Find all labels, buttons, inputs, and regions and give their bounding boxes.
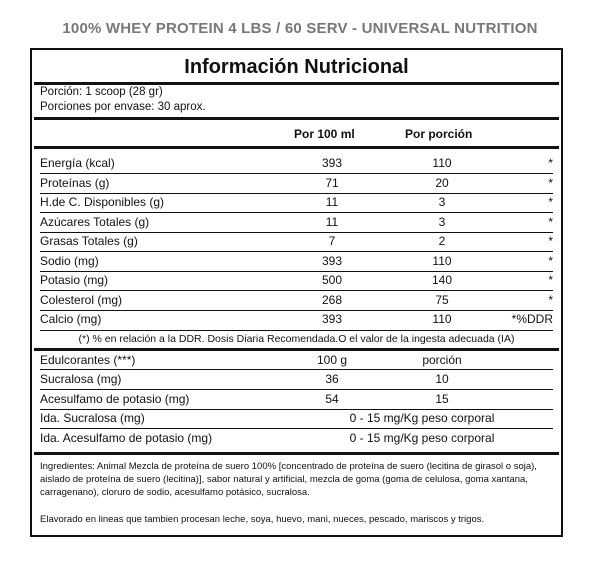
sweeteners-divider <box>34 348 559 351</box>
nutrient-serving: 3 <box>438 195 446 209</box>
nutrient-per100: 11 <box>325 214 339 229</box>
nutrient-name: Potasio (mg) <box>40 273 109 287</box>
ingredients-divider <box>34 452 559 455</box>
column-header-per-100: Por 100 ml <box>294 127 355 141</box>
column-header-per-serving: Por porción <box>405 127 473 141</box>
nutrient-name: Azúcares Totales (g) <box>40 214 150 229</box>
allergen-note: Elavorado en lineas que tambien procesan leche, soya, huevo, mani, nueces, pescado, mariscos y trigos. <box>40 514 485 525</box>
nutrition-facts-panel <box>30 48 563 537</box>
row-rule <box>40 251 553 252</box>
intake-value: 0 - 15 mg/Kg peso corporal <box>349 430 495 445</box>
nutrient-name: H.de C. Disponibles (g) <box>40 195 165 209</box>
nutrient-per100: 393 <box>321 156 343 170</box>
ddr-note-top-rule <box>40 330 553 331</box>
nutrient-per100: 393 <box>321 312 343 326</box>
panel-title: Información Nutricional <box>184 56 409 78</box>
nutrient-per100: 11 <box>325 195 339 209</box>
row-rule <box>40 428 553 429</box>
nutrient-serving: 110 <box>432 312 452 326</box>
row-rule <box>40 232 553 233</box>
row-rule <box>40 271 553 272</box>
row-rule <box>40 290 553 291</box>
nutrient-per100: 7 <box>328 234 336 248</box>
nutrient-name: Sodio (mg) <box>40 253 99 268</box>
nutrient-ddr: * <box>548 234 553 248</box>
nutrient-name: Grasas Totales (g) <box>40 234 138 248</box>
title-divider <box>34 82 559 85</box>
nutrient-ddr: * <box>548 214 553 229</box>
row-rule <box>40 193 553 194</box>
nutrient-serving: 110 <box>432 156 452 170</box>
nutrient-per100: 393 <box>321 253 343 268</box>
sweetener-name: Sucralosa (mg) <box>40 372 122 386</box>
nutrient-name: Proteínas (g) <box>40 175 110 190</box>
serving-divider <box>34 117 559 120</box>
nutrient-name: Colesterol (mg) <box>40 292 123 307</box>
intake-name: Ida. Acesulfamo de potasio (mg) <box>40 430 213 445</box>
nutrient-ddr: * <box>548 195 553 209</box>
row-rule <box>40 212 553 213</box>
sweeteners-header-serving: porción <box>422 353 462 367</box>
sweetener-serving: 10 <box>435 372 449 386</box>
row-rule <box>40 173 553 174</box>
sweetener-name: Acesulfamo de potasio (mg) <box>40 391 190 406</box>
nutrient-ddr: * <box>548 156 553 170</box>
nutrient-ddr: * <box>548 175 553 190</box>
sweetener-per100: 54 <box>325 391 339 406</box>
nutrient-per100: 268 <box>321 292 343 307</box>
nutrient-serving: 75 <box>435 292 449 307</box>
servings-per-container: Porciones por envase: 30 aprox. <box>40 101 206 113</box>
product-title: 100% WHEY PROTEIN 4 LBS / 60 SERV - UNIVERSAL NUTRITION <box>62 20 538 37</box>
ingredients-text: Ingredientes: Animal Mezcla de proteína de suero 100% [concentrado de proteína de suero (lecitina de girasol o soja), aislado de proteína de suero (lecitina)], sabor natural y artificial, mezcla de goma (goma de celulosa, goma xantana, carragenano), cloruro de sodio, acesulfamo potásico, sucralosa. <box>40 461 537 498</box>
intake-name: Ida. Sucralosa (mg) <box>40 411 145 425</box>
nutrient-serving: 3 <box>438 214 446 229</box>
row-rule <box>40 310 553 311</box>
nutrient-name: Energía (kcal) <box>40 156 115 170</box>
sweetener-serving: 15 <box>435 391 449 406</box>
ddr-note: (*) % en relación a la DDR. Dosis Diaria Recomendada.O el valor de la ingesta adecuada (IA) <box>78 333 515 345</box>
row-rule <box>40 369 553 370</box>
serving-size: Porción: 1 scoop (28 gr) <box>40 86 163 98</box>
nutrient-serving: 2 <box>438 234 446 248</box>
row-rule <box>40 409 553 410</box>
nutrient-ddr: * <box>548 273 553 287</box>
sweeteners-header-label: Edulcorantes (***) <box>40 353 136 367</box>
nutrient-ddr: *%DDR <box>511 312 553 326</box>
nutrient-serving: 20 <box>435 175 449 190</box>
nutrient-per100: 500 <box>321 273 343 287</box>
nutrient-serving: 110 <box>432 253 452 268</box>
nutrient-serving: 140 <box>431 273 453 287</box>
sweeteners-header-per100: 100 g <box>316 353 348 367</box>
nutrient-ddr: * <box>548 253 553 268</box>
nutrient-ddr: * <box>548 292 553 307</box>
header-divider <box>34 146 559 149</box>
intake-value: 0 - 15 mg/Kg peso corporal <box>349 411 495 425</box>
sweetener-per100: 36 <box>325 372 339 386</box>
row-rule <box>40 389 553 390</box>
nutrient-per100: 71 <box>325 175 339 190</box>
nutrient-name: Calcio (mg) <box>40 312 102 326</box>
